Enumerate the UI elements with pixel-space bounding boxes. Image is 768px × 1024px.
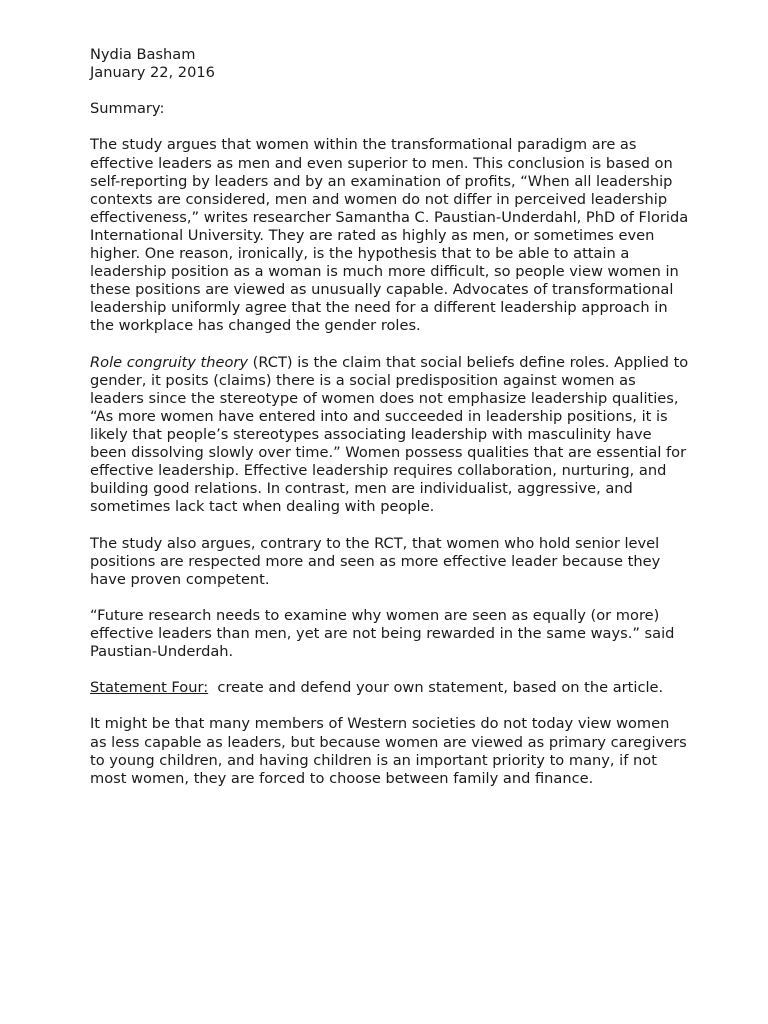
paragraph-role-congruity <box>90 354 690 517</box>
author-name: Nydia Basham <box>90 46 196 63</box>
paragraph-statement-four <box>90 679 690 697</box>
summary-heading: Summary: <box>90 100 165 118</box>
paragraph-western-societies: It might be that many members of Western societies do not today view women as less capable as leaders, but because women are viewed as primary caregivers to young children, and having children is an important priority to many, if not most women, they are forced to choose between family and finance. <box>90 715 687 787</box>
paragraph-future-research-quote: “Future research needs to examine why women are seen as equally (or more) effective leaders than men, yet are not being rewarded in the same ways.” said Paustian-Underdah. <box>90 606 675 661</box>
paragraph-contrary-rct: The study also argues, contrary to the RCT, that women who hold senior level positions are respected more and seen as more effective leader because they have proven competent. <box>90 534 661 588</box>
document-date: January 22, 2016 <box>90 64 215 82</box>
document-header <box>90 46 690 82</box>
role-congruity-text: (RCT) is the claim that social beliefs define roles. Applied to gender, it posits (claims) there is a social predisposition against women as leaders since the stereotype of women does not emphasize leadership qualities, “As more women have entered into and succeeded in leadership positions, it is likely that people’s stereotypes associating leadership with masculinity have been dissolving slowly over time.” Women possess qualities that are essential for effective leadership. Effective leadership requires collaboration, nurturing, and building good relations. In contrast, men are individualist, aggressive, and sometimes lack tact when dealing with people. <box>90 353 689 516</box>
statement-four-text: create and defend your own statement, based on the article. <box>208 679 664 697</box>
document-body <box>90 46 690 806</box>
statement-four-label: Statement Four: <box>90 679 209 697</box>
paragraph-study-argues: The study argues that women within the transformational paradigm are as effective leaders as men and even superior to men. This conclusion is based on self-reporting by leaders and by an examination of profits, “When all leadership contexts are considered, men and women do not differ in perceived leadership effectiveness,” writes researcher Samantha C. Paustian-Underdahl, PhD of Florida International University. They are rated as highly as men, or sometimes even higher. One reason, ironically, is the hypothesis that to be able to attain a leadership position as a woman is much more difficult, so people view women in these positions are viewed as unusually capable. Advocates of transformational leadership uniformly agree that the need for a different leadership approach in the workplace has changed the gender roles. <box>90 136 689 335</box>
role-congruity-term: Role congruity theory <box>90 353 249 371</box>
